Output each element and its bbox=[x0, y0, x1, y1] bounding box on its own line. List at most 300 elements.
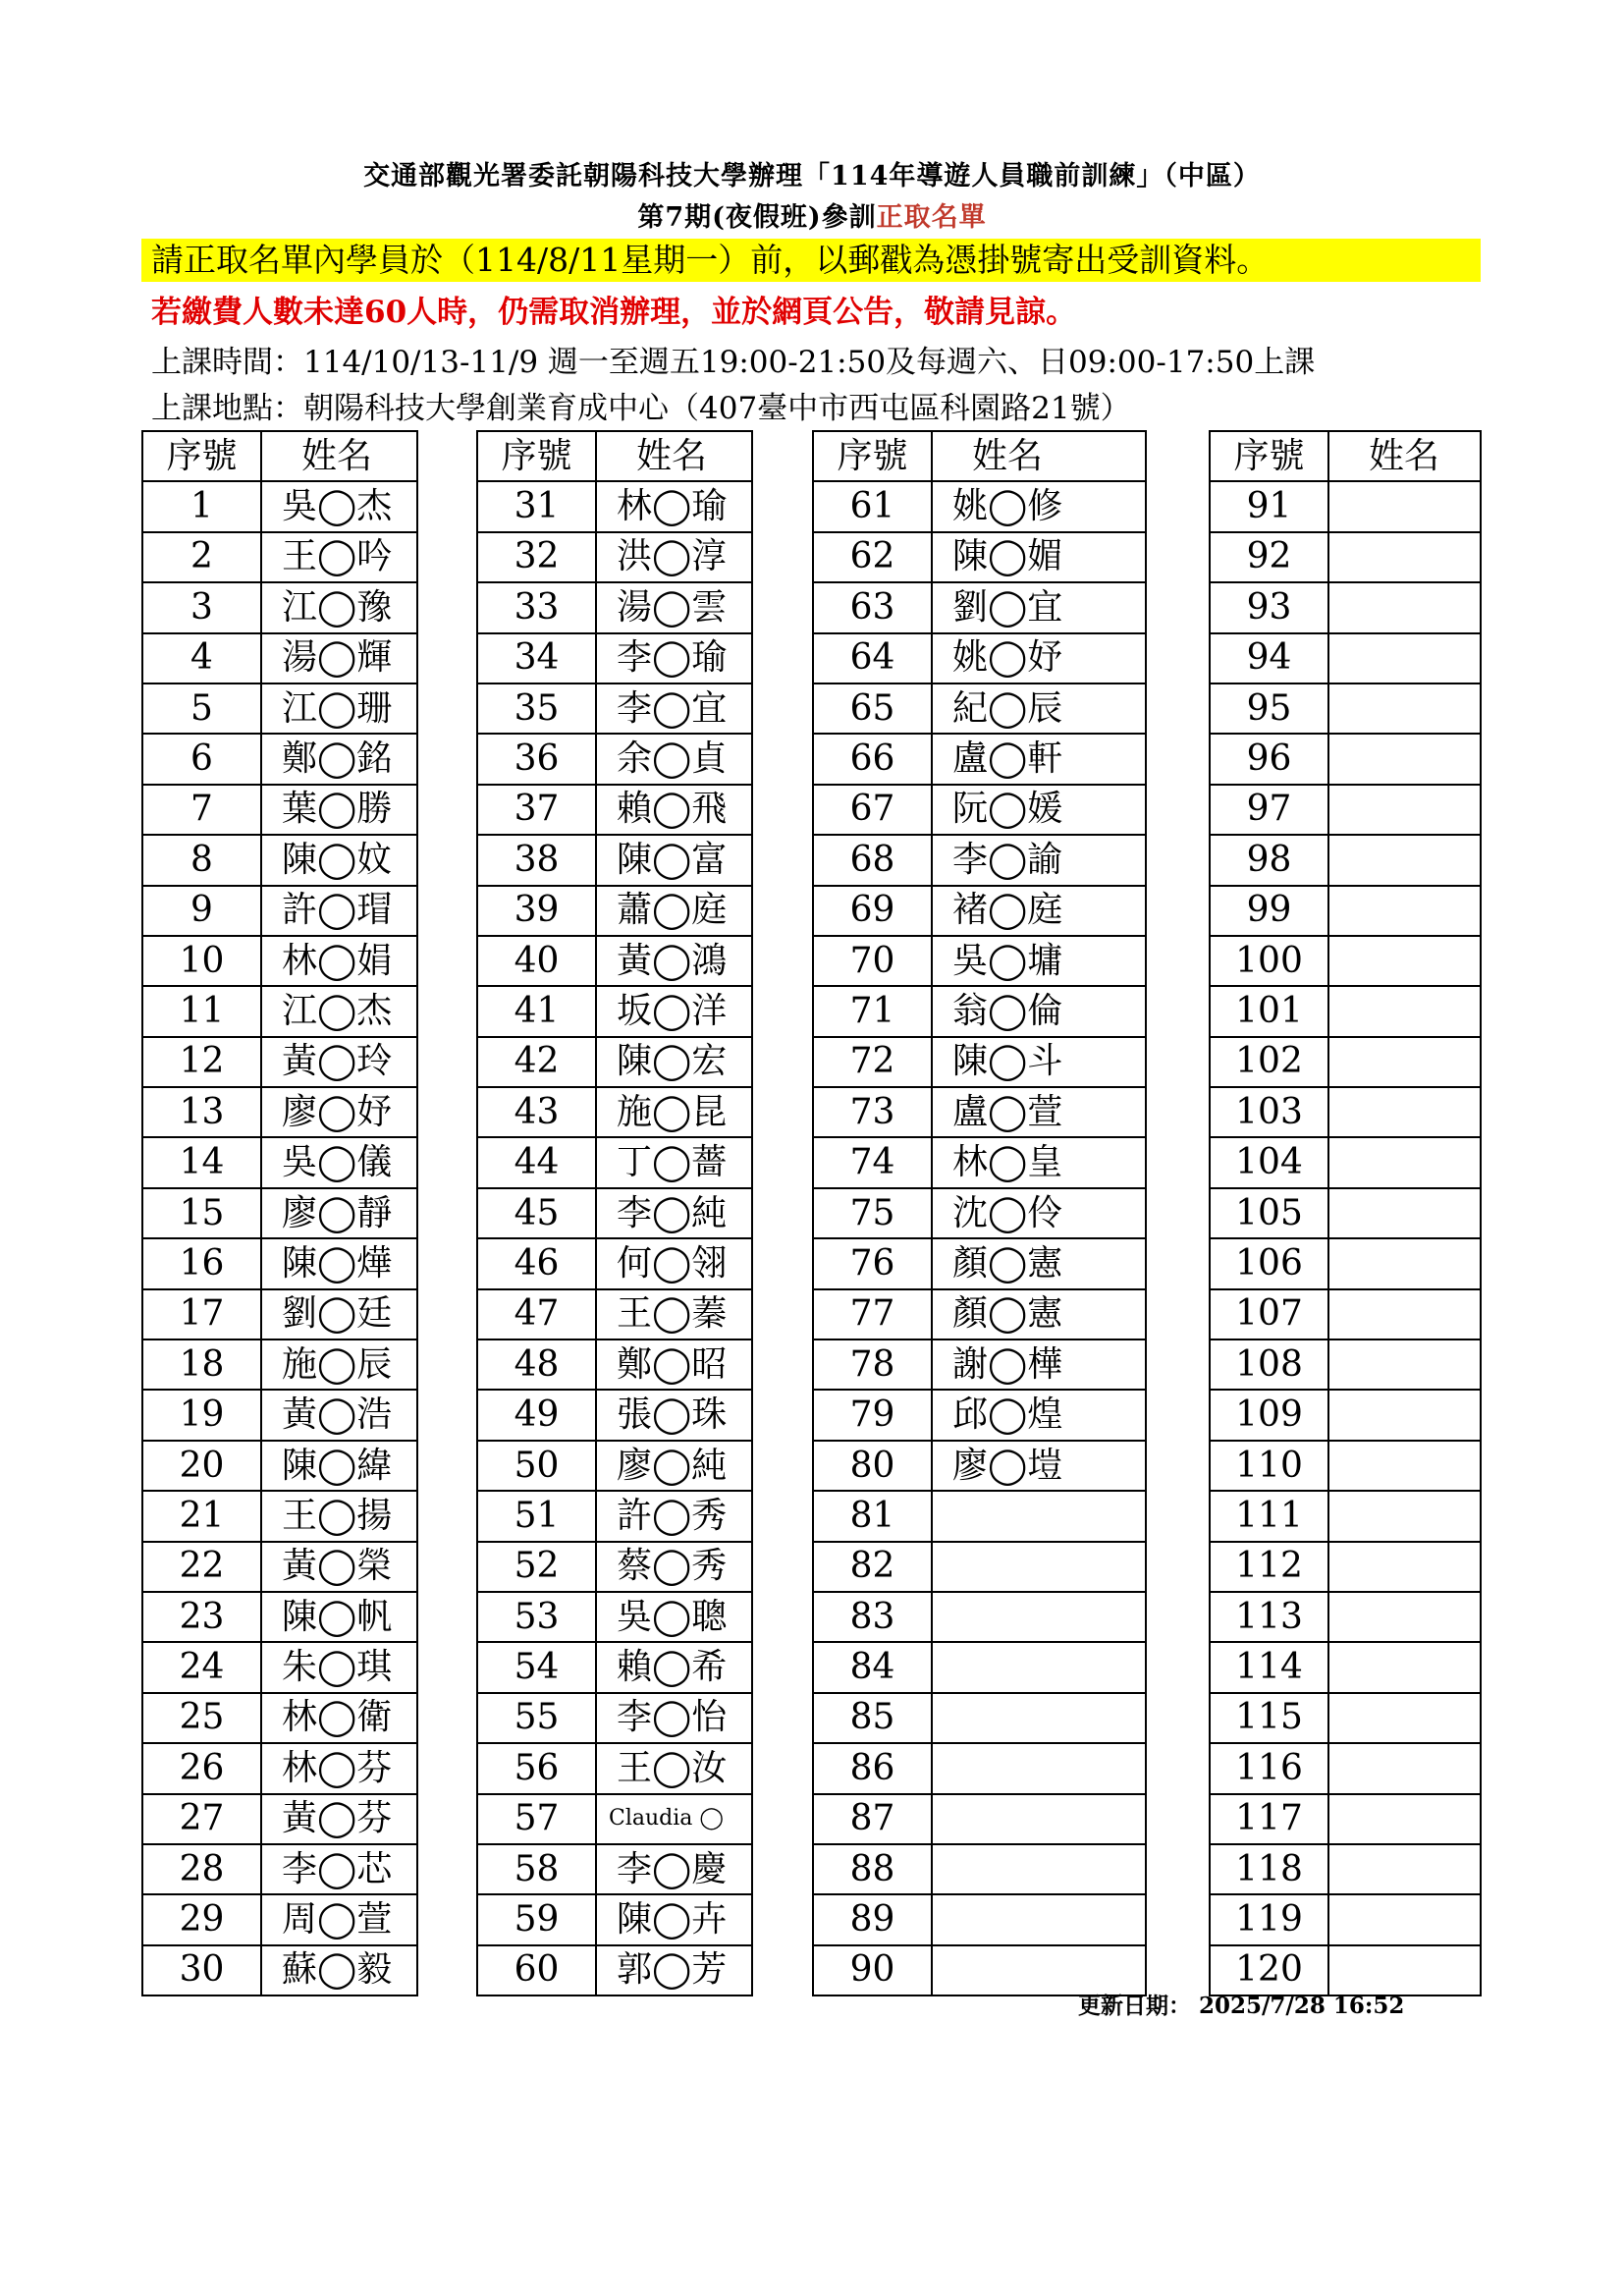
row-number: 37 bbox=[477, 785, 596, 835]
trainee-name: 吳◯聰 bbox=[596, 1592, 752, 1642]
table-row bbox=[477, 1137, 752, 1187]
trainee-name: 黃◯芬 bbox=[261, 1794, 417, 1844]
trainee-name: 鄭◯昭 bbox=[596, 1339, 752, 1390]
row-number: 6 bbox=[142, 734, 261, 784]
row-number: 63 bbox=[813, 582, 932, 632]
row-number: 33 bbox=[477, 582, 596, 632]
updated-date: 更新日期： 2025/7/28 16:52 bbox=[1078, 1993, 1405, 2019]
trainee-name: 蘇◯毅 bbox=[261, 1945, 417, 1995]
trainee-name: 王◯蓁 bbox=[596, 1289, 752, 1339]
row-number: 69 bbox=[813, 886, 932, 936]
row-number: 68 bbox=[813, 835, 932, 885]
trainee-name: 黃◯玲 bbox=[261, 1037, 417, 1087]
table-row bbox=[477, 1339, 752, 1390]
trainee-name bbox=[1328, 1390, 1481, 1440]
trainee-name: 李◯怡 bbox=[596, 1693, 752, 1743]
row-number: 20 bbox=[142, 1441, 261, 1491]
table-row bbox=[813, 1542, 1146, 1592]
notice-highlight: 請正取名單內學員於（114/8/11星期一）前，以郵戳為憑掛號寄出受訓資料。 bbox=[141, 239, 1481, 282]
trainee-name: 吳◯墉 bbox=[932, 936, 1146, 986]
trainee-name: 黃◯浩 bbox=[261, 1390, 417, 1440]
row-number: 84 bbox=[813, 1642, 932, 1692]
trainee-name: 陳◯媚 bbox=[932, 532, 1146, 582]
document-title: 交通部觀光署委託朝陽科技大學辦理「114年導遊人員職前訓練」（中區） bbox=[363, 161, 1261, 191]
row-number: 89 bbox=[813, 1894, 932, 1944]
table-row bbox=[813, 1188, 1146, 1238]
row-number: 106 bbox=[1210, 1238, 1328, 1288]
trainee-name: 李◯純 bbox=[596, 1188, 752, 1238]
trainee-name: 周◯萱 bbox=[261, 1894, 417, 1944]
table-row bbox=[477, 1491, 752, 1541]
row-number: 41 bbox=[477, 986, 596, 1036]
trainee-name: 賴◯希 bbox=[596, 1642, 752, 1692]
table-row bbox=[142, 1491, 417, 1541]
header-name: 姓名 bbox=[932, 431, 1146, 481]
table-row bbox=[1210, 481, 1481, 531]
table-row bbox=[813, 633, 1146, 683]
trainee-name bbox=[1328, 1642, 1481, 1692]
row-number: 54 bbox=[477, 1642, 596, 1692]
trainee-name bbox=[1328, 1137, 1481, 1187]
row-number: 59 bbox=[477, 1894, 596, 1944]
table-row bbox=[142, 1137, 417, 1187]
trainee-name bbox=[932, 1894, 1146, 1944]
trainee-name: 陳◯妏 bbox=[261, 835, 417, 885]
row-number: 97 bbox=[1210, 785, 1328, 835]
row-number: 78 bbox=[813, 1339, 932, 1390]
row-number: 55 bbox=[477, 1693, 596, 1743]
row-number: 114 bbox=[1210, 1642, 1328, 1692]
trainee-name: 蔡◯秀 bbox=[596, 1542, 752, 1592]
header-number: 序號 bbox=[813, 431, 932, 481]
trainee-name bbox=[1328, 734, 1481, 784]
trainee-name bbox=[1328, 886, 1481, 936]
table-row bbox=[1210, 683, 1481, 734]
row-number: 10 bbox=[142, 936, 261, 986]
table-row bbox=[1210, 1188, 1481, 1238]
trainee-name: 許◯瑁 bbox=[261, 886, 417, 936]
table-row bbox=[477, 886, 752, 936]
table-row bbox=[142, 1188, 417, 1238]
row-number: 58 bbox=[477, 1844, 596, 1894]
trainee-name: 蕭◯庭 bbox=[596, 886, 752, 936]
trainee-name: 李◯諭 bbox=[932, 835, 1146, 885]
trainee-name: 葉◯勝 bbox=[261, 785, 417, 835]
table-row bbox=[477, 1289, 752, 1339]
trainee-name: 黃◯榮 bbox=[261, 1542, 417, 1592]
trainee-name: 王◯汝 bbox=[596, 1743, 752, 1793]
trainee-name: 姚◯妤 bbox=[932, 633, 1146, 683]
row-number: 81 bbox=[813, 1491, 932, 1541]
row-number: 71 bbox=[813, 986, 932, 1036]
trainee-name: 李◯芯 bbox=[261, 1844, 417, 1894]
table-row bbox=[142, 835, 417, 885]
trainee-name: 陳◯緯 bbox=[261, 1441, 417, 1491]
trainee-name bbox=[1328, 481, 1481, 531]
row-number: 108 bbox=[1210, 1339, 1328, 1390]
table-row bbox=[477, 1693, 752, 1743]
trainee-name bbox=[1328, 633, 1481, 683]
row-number: 16 bbox=[142, 1238, 261, 1288]
trainee-name: 阮◯媛 bbox=[932, 785, 1146, 835]
table-row bbox=[1210, 986, 1481, 1036]
row-number: 91 bbox=[1210, 481, 1328, 531]
trainee-name bbox=[1328, 1289, 1481, 1339]
table-row bbox=[1210, 1390, 1481, 1440]
roster-table-1 bbox=[141, 430, 418, 1996]
trainee-name bbox=[1328, 1441, 1481, 1491]
trainee-name: 丁◯薔 bbox=[596, 1137, 752, 1187]
table-row bbox=[477, 785, 752, 835]
table-row bbox=[477, 582, 752, 632]
trainee-name bbox=[1328, 1693, 1481, 1743]
trainee-name: 林◯娟 bbox=[261, 936, 417, 986]
trainee-name: 李◯慶 bbox=[596, 1844, 752, 1894]
table-row bbox=[142, 1087, 417, 1137]
table-row bbox=[813, 1289, 1146, 1339]
row-number: 56 bbox=[477, 1743, 596, 1793]
trainee-name bbox=[932, 1592, 1146, 1642]
trainee-name: 劉◯宜 bbox=[932, 582, 1146, 632]
table-row bbox=[813, 734, 1146, 784]
table-row bbox=[1210, 936, 1481, 986]
table-row bbox=[1210, 1794, 1481, 1844]
row-number: 51 bbox=[477, 1491, 596, 1541]
table-row bbox=[1210, 1289, 1481, 1339]
table-row bbox=[813, 1794, 1146, 1844]
trainee-name: 王◯揚 bbox=[261, 1491, 417, 1541]
table-row bbox=[477, 633, 752, 683]
row-number: 18 bbox=[142, 1339, 261, 1390]
row-number: 102 bbox=[1210, 1037, 1328, 1087]
trainee-name: 江◯珊 bbox=[261, 683, 417, 734]
table-row bbox=[813, 1894, 1146, 1944]
trainee-name bbox=[932, 1542, 1146, 1592]
row-number: 101 bbox=[1210, 986, 1328, 1036]
table-row bbox=[477, 1441, 752, 1491]
table-row bbox=[813, 886, 1146, 936]
row-number: 57 bbox=[477, 1794, 596, 1844]
table-row bbox=[142, 734, 417, 784]
trainee-name: 廖◯妤 bbox=[261, 1087, 417, 1137]
cancellation-warning: 若繳費人數未達60人時，仍需取消辦理，並於網頁公告，敬請見諒。 bbox=[151, 295, 1077, 330]
row-number: 66 bbox=[813, 734, 932, 784]
row-number: 112 bbox=[1210, 1542, 1328, 1592]
trainee-name: 沈◯伶 bbox=[932, 1188, 1146, 1238]
roster-table-3 bbox=[812, 430, 1147, 1996]
trainee-name: 邱◯煌 bbox=[932, 1390, 1146, 1440]
row-number: 90 bbox=[813, 1945, 932, 1995]
table-header-row bbox=[142, 431, 417, 481]
row-number: 35 bbox=[477, 683, 596, 734]
table-row bbox=[813, 582, 1146, 632]
row-number: 111 bbox=[1210, 1491, 1328, 1541]
row-number: 1 bbox=[142, 481, 261, 531]
row-number: 94 bbox=[1210, 633, 1328, 683]
trainee-name: 洪◯淳 bbox=[596, 532, 752, 582]
table-row bbox=[1210, 1592, 1481, 1642]
trainee-name: 謝◯樺 bbox=[932, 1339, 1146, 1390]
trainee-name: 林◯瑜 bbox=[596, 481, 752, 531]
trainee-name: 施◯辰 bbox=[261, 1339, 417, 1390]
row-number: 19 bbox=[142, 1390, 261, 1440]
trainee-name bbox=[1328, 1844, 1481, 1894]
trainee-name: 廖◯塏 bbox=[932, 1441, 1146, 1491]
table-row bbox=[813, 1491, 1146, 1541]
table-row bbox=[813, 785, 1146, 835]
table-row bbox=[142, 481, 417, 531]
table-row bbox=[477, 835, 752, 885]
table-row bbox=[813, 1743, 1146, 1793]
row-number: 110 bbox=[1210, 1441, 1328, 1491]
trainee-name: 鄭◯銘 bbox=[261, 734, 417, 784]
row-number: 99 bbox=[1210, 886, 1328, 936]
table-row bbox=[813, 1441, 1146, 1491]
row-number: 119 bbox=[1210, 1894, 1328, 1944]
row-number: 40 bbox=[477, 936, 596, 986]
table-row bbox=[1210, 1844, 1481, 1894]
row-number: 43 bbox=[477, 1087, 596, 1137]
row-number: 120 bbox=[1210, 1945, 1328, 1995]
table-row bbox=[477, 1087, 752, 1137]
table-row bbox=[1210, 1087, 1481, 1137]
table-row bbox=[142, 936, 417, 986]
table-row bbox=[477, 481, 752, 531]
table-row bbox=[1210, 886, 1481, 936]
trainee-name: 陳◯燁 bbox=[261, 1238, 417, 1288]
trainee-name: 吳◯杰 bbox=[261, 481, 417, 531]
table-row bbox=[1210, 1743, 1481, 1793]
row-number: 53 bbox=[477, 1592, 596, 1642]
row-number: 88 bbox=[813, 1844, 932, 1894]
table-row bbox=[142, 1542, 417, 1592]
row-number: 76 bbox=[813, 1238, 932, 1288]
row-number: 82 bbox=[813, 1542, 932, 1592]
row-number: 87 bbox=[813, 1794, 932, 1844]
row-number: 12 bbox=[142, 1037, 261, 1087]
row-number: 39 bbox=[477, 886, 596, 936]
row-number: 24 bbox=[142, 1642, 261, 1692]
header-number: 序號 bbox=[477, 431, 596, 481]
row-number: 62 bbox=[813, 532, 932, 582]
row-number: 115 bbox=[1210, 1693, 1328, 1743]
row-number: 17 bbox=[142, 1289, 261, 1339]
subtitle-prefix: 第7期(夜假班)參訓 bbox=[637, 202, 877, 233]
row-number: 22 bbox=[142, 1542, 261, 1592]
table-row bbox=[477, 734, 752, 784]
trainee-name: 陳◯帆 bbox=[261, 1592, 417, 1642]
trainee-name: 郭◯芳 bbox=[596, 1945, 752, 1995]
table-row bbox=[477, 1238, 752, 1288]
trainee-name bbox=[1328, 1188, 1481, 1238]
row-number: 85 bbox=[813, 1693, 932, 1743]
trainee-name: 陳◯宏 bbox=[596, 1037, 752, 1087]
row-number: 96 bbox=[1210, 734, 1328, 784]
row-number: 70 bbox=[813, 936, 932, 986]
table-row bbox=[813, 1390, 1146, 1440]
table-row bbox=[142, 1238, 417, 1288]
trainee-name: 江◯豫 bbox=[261, 582, 417, 632]
trainee-name: Claudia ◯ bbox=[596, 1794, 752, 1844]
row-number: 3 bbox=[142, 582, 261, 632]
trainee-name bbox=[932, 1642, 1146, 1692]
table-row bbox=[1210, 1542, 1481, 1592]
row-number: 4 bbox=[142, 633, 261, 683]
row-number: 48 bbox=[477, 1339, 596, 1390]
table-row bbox=[142, 1794, 417, 1844]
row-number: 107 bbox=[1210, 1289, 1328, 1339]
table-row bbox=[813, 936, 1146, 986]
table-row bbox=[477, 1642, 752, 1692]
row-number: 61 bbox=[813, 481, 932, 531]
row-number: 11 bbox=[142, 986, 261, 1036]
table-row bbox=[142, 1693, 417, 1743]
row-number: 100 bbox=[1210, 936, 1328, 986]
row-number: 83 bbox=[813, 1592, 932, 1642]
row-number: 44 bbox=[477, 1137, 596, 1187]
table-row bbox=[142, 633, 417, 683]
table-row bbox=[477, 936, 752, 986]
trainee-name bbox=[1328, 1542, 1481, 1592]
trainee-name bbox=[1328, 785, 1481, 835]
row-number: 42 bbox=[477, 1037, 596, 1087]
trainee-name bbox=[1328, 532, 1481, 582]
trainee-name bbox=[1328, 1339, 1481, 1390]
table-row bbox=[813, 481, 1146, 531]
trainee-name: 林◯皇 bbox=[932, 1137, 1146, 1187]
trainee-name: 顏◯憲 bbox=[932, 1289, 1146, 1339]
row-number: 21 bbox=[142, 1491, 261, 1541]
roster-table-4 bbox=[1209, 430, 1482, 1996]
trainee-name: 李◯宜 bbox=[596, 683, 752, 734]
row-number: 116 bbox=[1210, 1743, 1328, 1793]
row-number: 15 bbox=[142, 1188, 261, 1238]
header-name: 姓名 bbox=[596, 431, 752, 481]
row-number: 109 bbox=[1210, 1390, 1328, 1440]
row-number: 67 bbox=[813, 785, 932, 835]
table-row bbox=[477, 1743, 752, 1793]
table-row bbox=[813, 532, 1146, 582]
trainee-name: 王◯吟 bbox=[261, 532, 417, 582]
trainee-name bbox=[932, 1491, 1146, 1541]
row-number: 27 bbox=[142, 1794, 261, 1844]
table-row bbox=[477, 683, 752, 734]
row-number: 113 bbox=[1210, 1592, 1328, 1642]
trainee-name bbox=[1328, 683, 1481, 734]
table-row bbox=[1210, 1339, 1481, 1390]
table-row bbox=[477, 1037, 752, 1087]
table-row bbox=[142, 532, 417, 582]
table-row bbox=[1210, 1441, 1481, 1491]
row-number: 38 bbox=[477, 835, 596, 885]
row-number: 64 bbox=[813, 633, 932, 683]
table-row bbox=[142, 1743, 417, 1793]
table-row bbox=[477, 1390, 752, 1440]
trainee-name bbox=[1328, 1794, 1481, 1844]
row-number: 93 bbox=[1210, 582, 1328, 632]
table-row bbox=[1210, 1137, 1481, 1187]
trainee-name bbox=[1328, 1894, 1481, 1944]
table-row bbox=[1210, 1238, 1481, 1288]
table-row bbox=[142, 1289, 417, 1339]
trainee-name: 林◯衛 bbox=[261, 1693, 417, 1743]
row-number: 30 bbox=[142, 1945, 261, 1995]
row-number: 50 bbox=[477, 1441, 596, 1491]
table-row bbox=[1210, 1693, 1481, 1743]
table-row bbox=[1210, 633, 1481, 683]
trainee-name bbox=[1328, 936, 1481, 986]
trainee-name: 紀◯辰 bbox=[932, 683, 1146, 734]
trainee-name bbox=[1328, 1592, 1481, 1642]
table-row bbox=[142, 1592, 417, 1642]
table-row bbox=[813, 683, 1146, 734]
row-number: 103 bbox=[1210, 1087, 1328, 1137]
table-header-row bbox=[477, 431, 752, 481]
row-number: 73 bbox=[813, 1087, 932, 1137]
trainee-name: 何◯翎 bbox=[596, 1238, 752, 1288]
trainee-name bbox=[1328, 1037, 1481, 1087]
trainee-name bbox=[1328, 1743, 1481, 1793]
row-number: 26 bbox=[142, 1743, 261, 1793]
subtitle-accent: 正取名單 bbox=[876, 202, 987, 233]
table-row bbox=[1210, 582, 1481, 632]
trainee-name bbox=[932, 1844, 1146, 1894]
trainee-name: 陳◯斗 bbox=[932, 1037, 1146, 1087]
trainee-name: 施◯昆 bbox=[596, 1087, 752, 1137]
trainee-name: 朱◯琪 bbox=[261, 1642, 417, 1692]
row-number: 46 bbox=[477, 1238, 596, 1288]
table-row bbox=[142, 683, 417, 734]
row-number: 14 bbox=[142, 1137, 261, 1187]
row-number: 45 bbox=[477, 1188, 596, 1238]
trainee-name: 姚◯修 bbox=[932, 481, 1146, 531]
row-number: 65 bbox=[813, 683, 932, 734]
trainee-name bbox=[1328, 835, 1481, 885]
table-row bbox=[477, 1945, 752, 1995]
row-number: 13 bbox=[142, 1087, 261, 1137]
table-row bbox=[477, 532, 752, 582]
trainee-name bbox=[932, 1743, 1146, 1793]
table-row bbox=[477, 1794, 752, 1844]
header-name: 姓名 bbox=[1328, 431, 1481, 481]
row-number: 79 bbox=[813, 1390, 932, 1440]
table-row bbox=[142, 1894, 417, 1944]
table-row bbox=[813, 986, 1146, 1036]
table-row bbox=[813, 1087, 1146, 1137]
table-header-row bbox=[813, 431, 1146, 481]
table-row bbox=[1210, 1894, 1481, 1944]
table-header-row bbox=[1210, 431, 1481, 481]
trainee-name: 陳◯富 bbox=[596, 835, 752, 885]
trainee-name: 賴◯飛 bbox=[596, 785, 752, 835]
class-time: 上課時間：114/10/13-11/9 週一至週五19:00-21:50及每週六、日09:00-17:50上課 bbox=[151, 345, 1316, 380]
table-row bbox=[1210, 1491, 1481, 1541]
trainee-name: 江◯杰 bbox=[261, 986, 417, 1036]
trainee-name: 黃◯鴻 bbox=[596, 936, 752, 986]
trainee-name: 廖◯純 bbox=[596, 1441, 752, 1491]
trainee-name bbox=[932, 1693, 1146, 1743]
table-row bbox=[813, 1238, 1146, 1288]
trainee-name: 林◯芬 bbox=[261, 1743, 417, 1793]
trainee-name: 盧◯萱 bbox=[932, 1087, 1146, 1137]
header-name: 姓名 bbox=[261, 431, 417, 481]
header-number: 序號 bbox=[1210, 431, 1328, 481]
trainee-name: 湯◯輝 bbox=[261, 633, 417, 683]
table-row bbox=[142, 1037, 417, 1087]
trainee-name: 劉◯廷 bbox=[261, 1289, 417, 1339]
row-number: 60 bbox=[477, 1945, 596, 1995]
table-row bbox=[1210, 1037, 1481, 1087]
